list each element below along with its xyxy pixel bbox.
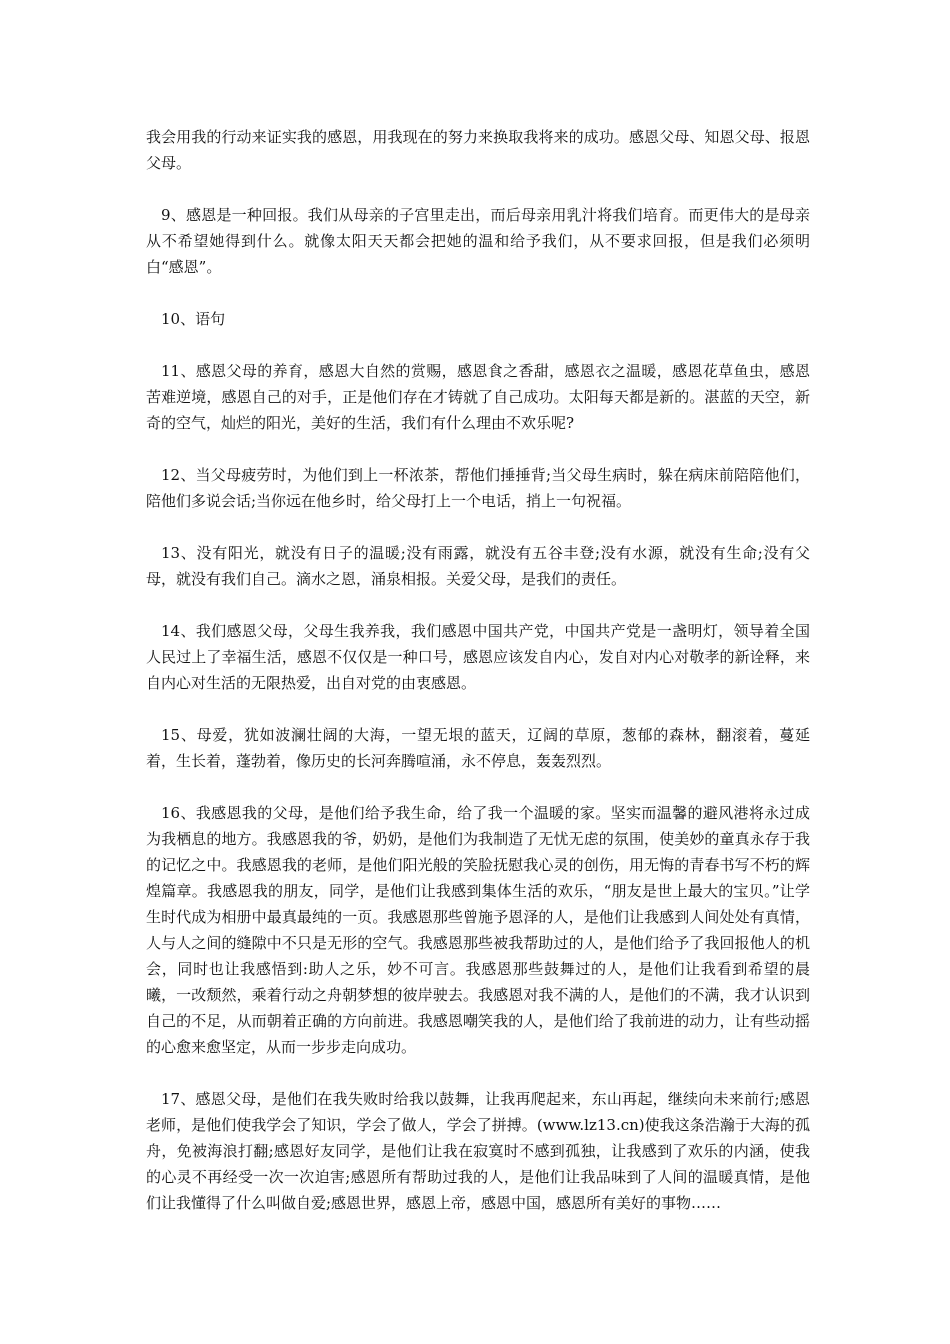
paragraph-13: 13、没有阳光，就没有日子的温暖;没有雨露，就没有五谷丰登;没有水源，就没有生命;没有父母，就没有我们自己。滴水之恩，涌泉相报。关爱父母，是我们的责任。 — [146, 544, 810, 588]
paragraph-12: 12、当父母疲劳时，为他们到上一杯浓茶，帮他们捶捶背;当父母生病时，躲在病床前陪陪他们，陪他们多说会话;当你远在他乡时，给父母打上一个电话，捎上一句祝福。 — [146, 466, 810, 510]
paragraph-10: 10、语句 — [161, 310, 226, 328]
document-body — [146, 124, 810, 1242]
paragraph-intro: 我会用我的行动来证实我的感恩，用我现在的努力来换取我将来的成功。感恩父母、知恩父母、报恩父母。 — [146, 128, 810, 172]
paragraph-16: 16、我感恩我的父母，是他们给予我生命，给了我一个温暖的家。坚实而温馨的避风港将永过成为我栖息的地方。我感恩我的爷，奶奶，是他们为我制造了无忧无虑的氛围，使美妙的童真永存于我的记忆之中。我感恩我的老师，是他们阳光般的笑脸抚慰我心灵的创伤，用无悔的青春书写不朽的辉煌篇章。我感恩我的朋友，同学，是他们让我感到集体生活的欢乐，“朋友是世上最大的宝贝。”让学生时代成为相册中最真最纯的一页。我感恩那些曾施予恩泽的人，是他们让我感到人间处处有真情，人与人之间的缝隙中不只是无形的空气。我感恩那些被我帮助过的人，是他们给予了我回报他人的机会，同时也让我感悟到:助人之乐，妙不可言。我感恩那些鼓舞过的人，是他们让我看到希望的晨曦，一改颓然，乘着行动之舟朝梦想的彼岸驶去。我感恩对我不满的人，是他们的不满，我才认识到自己的不足，从而朝着正确的方向前进。我感恩嘲笑我的人，是他们给了我前进的动力，让有些动摇的心愈来愈坚定，从而一步步走向成功。 — [146, 804, 810, 1056]
paragraph-11: 11、感恩父母的养育，感恩大自然的赏赐，感恩食之香甜，感恩衣之温暖，感恩花草鱼虫，感恩苦难逆境，感恩自己的对手，正是他们存在才铸就了自己成功。太阳每天都是新的。湛蓝的天空，新奇的空气，灿烂的阳光，美好的生活，我们有什么理由不欢乐呢? — [146, 362, 810, 432]
paragraph-17: 17、感恩父母，是他们在我失败时给我以鼓舞，让我再爬起来，东山再起，继续向未来前行;感恩老师，是他们使我学会了知识，学会了做人，学会了拼搏。(www.lz13.cn)使我这条浩瀚于大海的孤舟，免被海浪打翻;感恩好友同学，是他们让我在寂寞时不感到孤独，让我感到了欢乐的内涵，使我的心灵不再经受一次一次迫害;感恩所有帮助过我的人，是他们让我品味到了人间的温暖真情，是他们让我懂得了什么叫做自爱;感恩世界，感恩上帝，感恩中国，感恩所有美好的事物…… — [146, 1090, 810, 1212]
paragraph-9: 9、感恩是一种回报。我们从母亲的子宫里走出，而后母亲用乳汁将我们培育。而更伟大的是母亲从不希望她得到什么。就像太阳天天都会把她的温和给予我们，从不要求回报，但是我们必须明白“感恩”。 — [146, 206, 810, 276]
paragraph-15: 15、母爱，犹如波澜壮阔的大海，一望无垠的蓝天，辽阔的草原，葱郁的森林，翻滚着，蔓延着，生长着，蓬勃着，像历史的长河奔腾喧涌，永不停息，轰轰烈烈。 — [146, 726, 810, 770]
paragraph-14: 14、我们感恩父母，父母生我养我，我们感恩中国共产党，中国共产党是一盏明灯，领导着全国人民过上了幸福生活，感恩不仅仅是一种口号，感恩应该发自内心，发自对内心对敬孝的新诠释，来自内心对生活的无限热爱，出自对党的由衷感恩。 — [146, 622, 810, 692]
